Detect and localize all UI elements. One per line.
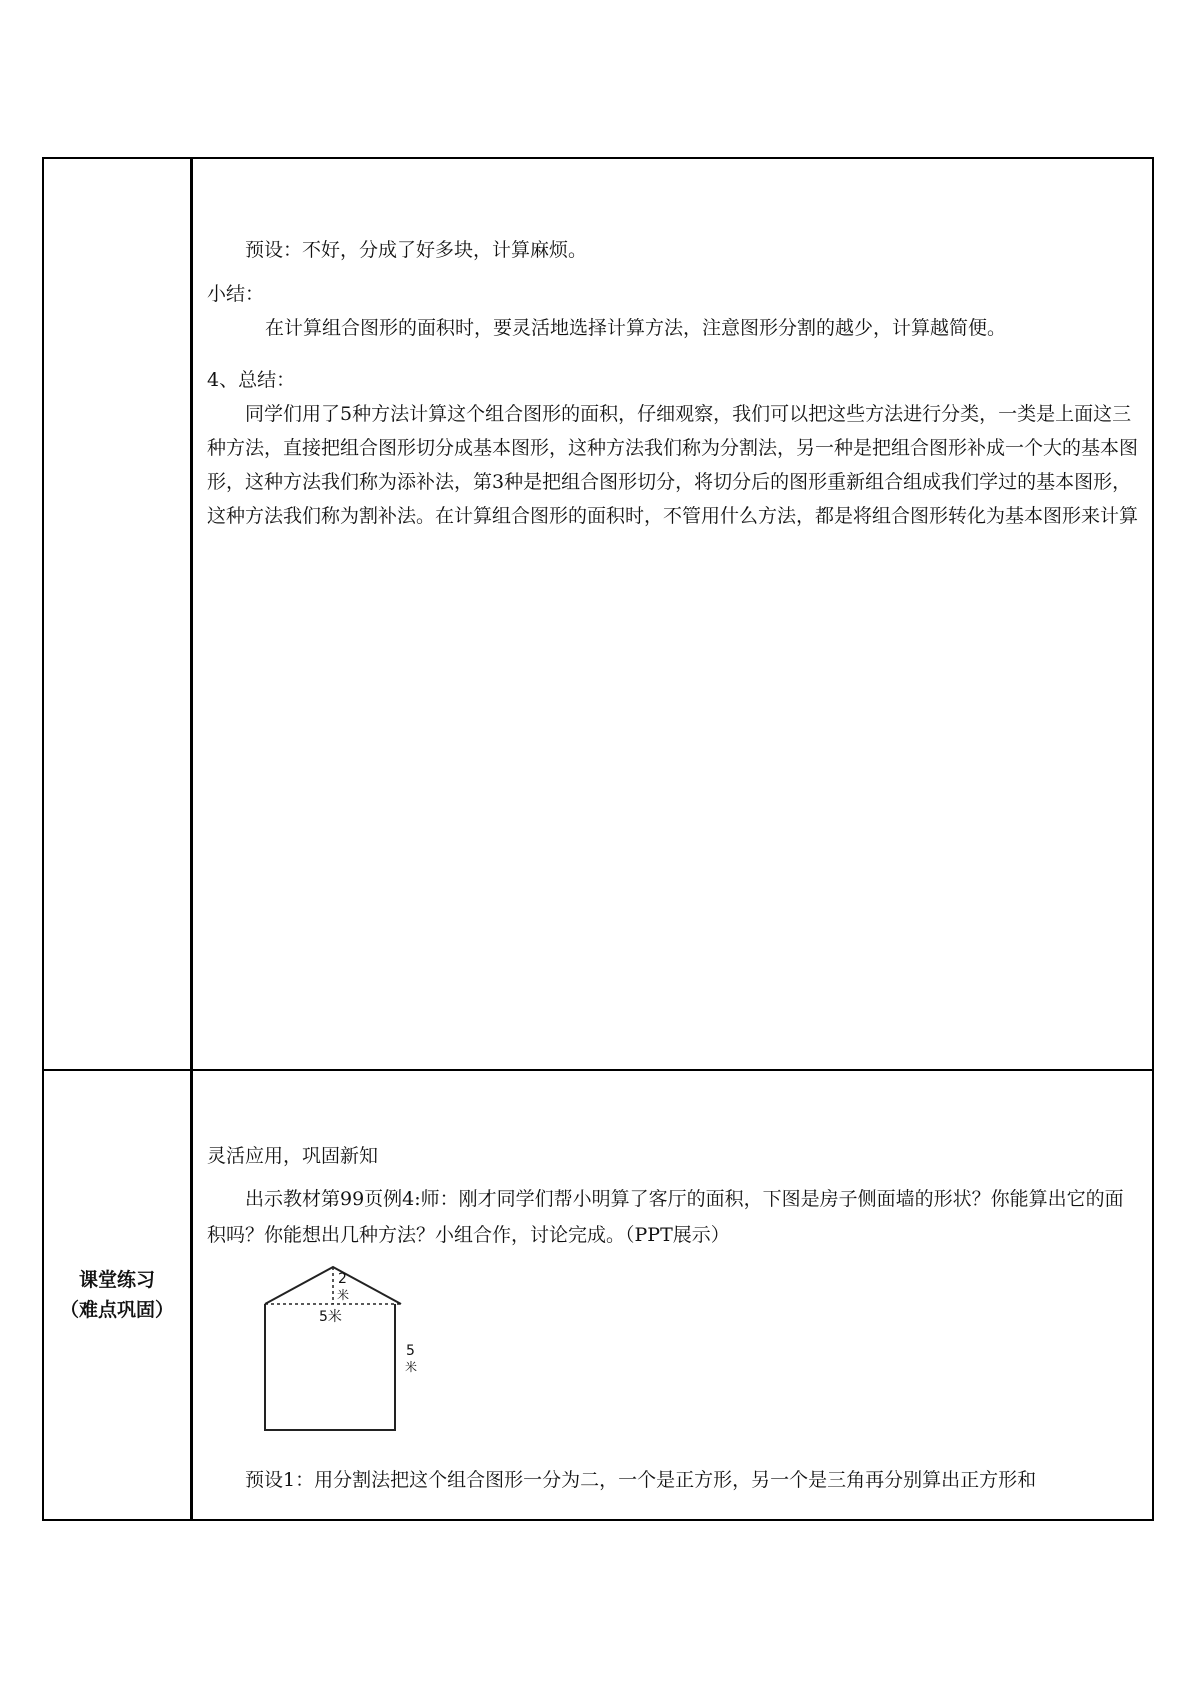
practice-heading: 灵活应用，巩固新知 (207, 1145, 379, 1167)
conclusion-label: 4、总结： (207, 369, 296, 391)
conclusion-text: 同学们用了5种方法计算这个组合图形的面积，仔细观察，我们可以把这些方法进行分类，一类是上面这三种方法，直接把组合图形切分成基本图形，这种方法我们称为分割法，另一种是把组合图形补成一个大的基本图形，这种方法我们称为添补法，第3种是把组合图形切分，将切分后的图形重新组合组成我们学过的基本图形，这种方法我们称为割补法。在计算组合图形的面积时，不管用什么方法，都是将组合图形转化为基本图形来计算 (207, 403, 1139, 527)
row2-content-cell (192, 1070, 1154, 1520)
house-wall-figure (245, 1257, 565, 1457)
summary-label: 小结： (207, 283, 265, 305)
house-wall-diagram (245, 1257, 565, 1457)
example-text: 出示教材第99页例4:师：刚才同学们帮小明算了客厅的面积，下图是房子侧面墙的形状？你能算出它的面积吗？你能想出几种方法？小组合作，讨论完成。（PPT展示） (207, 1188, 1124, 1246)
row1-label-cell (43, 158, 192, 1070)
row1-content-cell (192, 158, 1154, 1070)
base-label: 5米 (319, 1309, 342, 1325)
side-value: 5 (406, 1343, 415, 1359)
table-row (43, 1070, 1153, 1520)
lesson-plan-table (42, 157, 1154, 1521)
table-row (43, 158, 1153, 1070)
section-title: 课堂练习 (78, 1269, 155, 1291)
row2-label-cell (43, 1070, 192, 1520)
triangle-height-value: 2 (338, 1271, 347, 1287)
preset-line: 预设：不好，分成了好多块，计算麻烦。 (245, 239, 588, 261)
side-unit: 米 (405, 1360, 418, 1374)
summary-text: 在计算组合图形的面积时，要灵活地选择计算方法，注意图形分割的越少，计算越简便。 (265, 317, 1007, 339)
preset1-text: 预设1：用分割法把这个组合图形一分为二，一个是正方形，另一个是三角再分别算出正方形和 (245, 1469, 1037, 1491)
section-subtitle: （难点巩固） (59, 1299, 174, 1321)
triangle-height-unit: 米 (337, 1288, 350, 1302)
